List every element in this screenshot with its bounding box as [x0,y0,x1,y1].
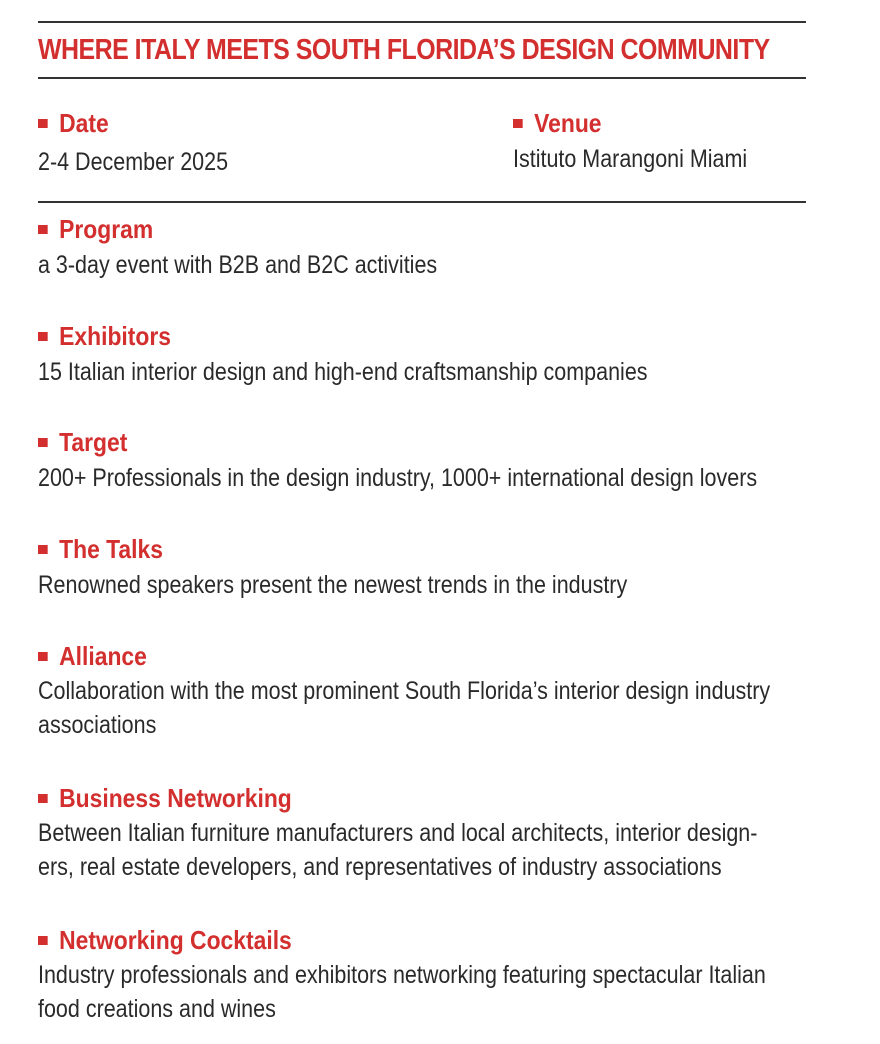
program-text-line: a 3-day event with B2B and B2C activities [38,251,438,279]
alliance-text-line: associations [38,711,157,739]
talks-text-line: Renowned speakers present the newest trends in the industry [38,571,628,599]
bullet-icon [38,225,48,234]
date-heading [38,107,109,139]
date-heading-label: Date [59,108,109,138]
business-networking-heading-label: Business Networking [59,783,292,813]
date-value: 2-4 December 2025 [38,148,229,176]
talks-text [38,568,627,602]
alliance-heading [38,640,147,672]
venue-heading [513,107,602,139]
business-networking-text [38,816,757,884]
bullet-icon [38,936,48,945]
program-text [38,248,437,282]
target-text [38,461,757,495]
bullet-icon [38,794,48,803]
exhibitors-text [38,355,648,389]
alliance-text [38,674,770,742]
target-text-line: 200+ Professionals in the design industry, 1000+ international design lovers [38,464,758,492]
bullet-icon [38,332,48,341]
program-heading [38,213,153,245]
networking-cocktails-text-line: Industry professionals and exhibitors networking featuring spectacular Italian [38,961,766,989]
networking-cocktails-heading [38,924,292,956]
bullet-icon [38,119,48,128]
page-title: WHERE ITALY MEETS SOUTH FLORIDA’S DESIGN COMMUNITY [38,34,770,66]
title-divider [38,77,806,79]
target-heading [38,426,127,458]
program-heading-label: Program [59,214,154,244]
business-networking-text-line: Between Italian furniture manufacturers and local architects, interior design- [38,819,758,847]
exhibitors-heading-label: Exhibitors [59,321,172,351]
networking-cocktails-text-line: food creations and wines [38,995,276,1023]
target-heading-label: Target [59,427,128,457]
venue-value: Istituto Marangoni Miami [513,145,748,173]
networking-cocktails-text [38,958,766,1026]
networking-cocktails-heading-label: Networking Cocktails [59,925,292,955]
bullet-icon [38,652,48,661]
business-networking-text-line: ers, real estate developers, and representatives of industry associations [38,853,722,881]
alliance-text-line: Collaboration with the most prominent South Florida’s interior design industry [38,677,771,705]
venue-heading-label: Venue [534,108,602,138]
exhibitors-heading [38,320,171,352]
bullet-icon [38,545,48,554]
info-divider [38,201,806,203]
talks-heading [38,533,163,565]
bullet-icon [38,438,48,447]
talks-heading-label: The Talks [59,534,163,564]
alliance-heading-label: Alliance [59,641,147,671]
business-networking-heading [38,782,292,814]
top-divider [38,21,806,23]
bullet-icon [513,119,523,128]
exhibitors-text-line: 15 Italian interior design and high-end craftsmanship companies [38,358,648,386]
